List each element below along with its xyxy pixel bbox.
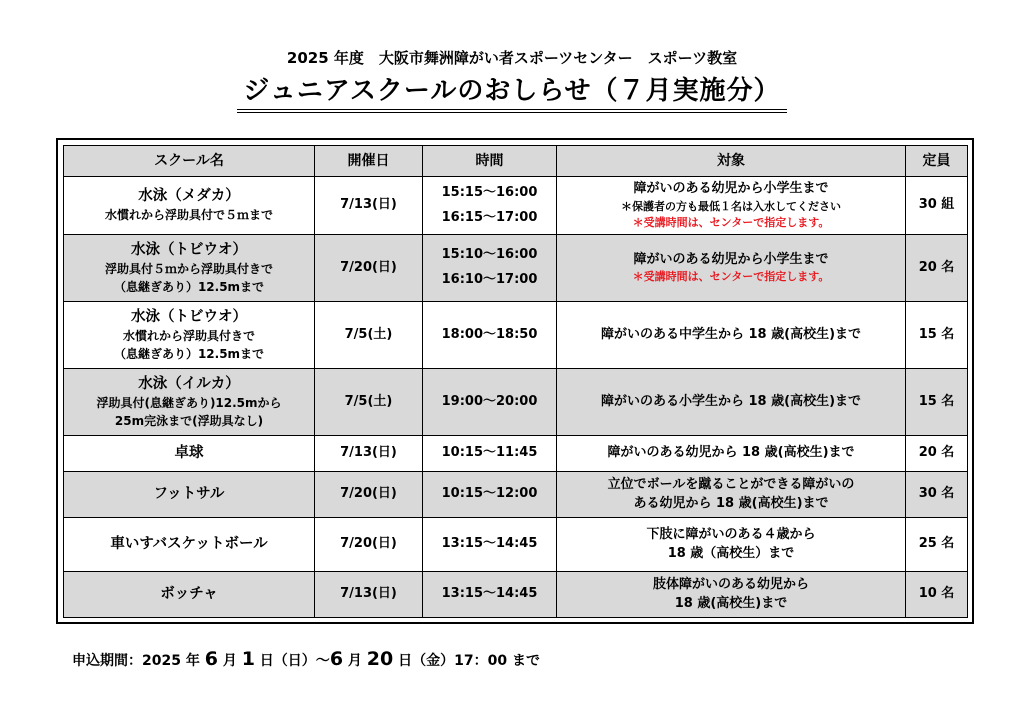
period-start-day: 1 <box>241 648 255 670</box>
table-row <box>64 235 968 302</box>
cell-target <box>557 436 906 472</box>
school-name: ボッチャ <box>160 585 218 602</box>
period-end-rest: 日（金）17：00 まで <box>393 653 540 669</box>
target-text: 立位でボールを蹴ることができる障がいの <box>607 476 855 492</box>
school-name: 水泳（イルカ） <box>138 376 240 393</box>
cell-date: 7/20(日) <box>315 518 423 572</box>
table-row <box>64 177 968 235</box>
schedule-table <box>63 145 968 618</box>
school-name: 水泳（トビウオ） <box>131 242 247 259</box>
school-name: 車いすバスケットボール <box>110 535 268 552</box>
time-slot: 16:15～17:00 <box>441 209 538 225</box>
page-title: ジュニアスクールのおしらせ（７月実施分） <box>237 70 786 113</box>
school-description: 水慣れから浮助具付きで <box>122 329 255 344</box>
target-text: ある幼児から 18 歳(高校生)まで <box>633 495 829 511</box>
cell-time <box>423 518 557 572</box>
target-text: 障がいのある幼児から小学生まで <box>633 181 829 197</box>
cell-target <box>557 518 906 572</box>
cell-time <box>423 235 557 302</box>
cell-target <box>557 235 906 302</box>
target-text: 障がいのある小学生から 18 歳(高校生)まで <box>600 393 862 409</box>
cell-time <box>423 369 557 436</box>
school-description: （息継ぎあり）12.5mまで <box>113 346 265 361</box>
school-name: 水泳（メダカ） <box>138 188 240 205</box>
target-text: 18 歳（高校生）まで <box>667 545 795 561</box>
schedule-table-frame <box>56 138 974 624</box>
table-row <box>64 572 968 618</box>
time-slot: 18:00～18:50 <box>441 326 538 342</box>
target-text: 肢体障がいのある幼児から <box>652 576 809 592</box>
cell-date: 7/13(日) <box>315 436 423 472</box>
cell-capacity: 15 名 <box>906 302 968 369</box>
column-header-time: 時間 <box>423 146 557 177</box>
cell-time <box>423 436 557 472</box>
cell-date: 7/20(日) <box>315 235 423 302</box>
cell-target <box>557 177 906 235</box>
cell-capacity: 30 組 <box>906 177 968 235</box>
cell-school-name <box>64 436 315 472</box>
target-text: 下肢に障がいのある４歳から <box>646 526 816 542</box>
period-label: 申込期間：2025 年 <box>72 653 200 669</box>
school-description: （息継ぎあり）12.5mまで <box>113 279 265 294</box>
time-slot: 16:10～17:00 <box>441 272 538 287</box>
target-text: 障がいのある中学生から 18 歳(高校生)まで <box>600 326 862 342</box>
period-end-day: 20 <box>366 648 394 670</box>
cell-capacity: 25 名 <box>906 518 968 572</box>
school-description: 浮助具付５ｍから浮助具付きで <box>104 262 273 277</box>
application-period <box>72 648 540 670</box>
time-slot: 10:15～12:00 <box>441 486 538 502</box>
target-red-note: ＊受講時間は、センターで指定します。 <box>632 215 830 229</box>
cell-target <box>557 572 906 618</box>
school-name: 水泳（トビウオ） <box>131 309 247 326</box>
school-name: 卓球 <box>174 444 204 461</box>
cell-target <box>557 369 906 436</box>
time-slot: 13:15～14:45 <box>441 536 538 552</box>
column-header-school: スクール名 <box>64 146 315 177</box>
cell-school-name <box>64 369 315 436</box>
cell-target <box>557 302 906 369</box>
cell-time <box>423 472 557 518</box>
time-slot: 13:15～14:45 <box>441 586 538 602</box>
cell-date: 7/5(土) <box>315 369 423 436</box>
header-subtitle: 2025 年度 大阪市舞洲障がい者スポーツセンター スポーツ教室 <box>286 49 738 67</box>
cell-target <box>557 472 906 518</box>
table-header-row <box>64 146 968 177</box>
cell-time <box>423 572 557 618</box>
cell-capacity: 15 名 <box>906 369 968 436</box>
cell-capacity: 20 名 <box>906 235 968 302</box>
cell-school-name <box>64 472 315 518</box>
column-header-capacity: 定員 <box>906 146 968 177</box>
cell-school-name <box>64 518 315 572</box>
cell-school-name <box>64 177 315 235</box>
school-name: フットサル <box>153 485 225 502</box>
period-month-unit: 月 <box>217 653 242 669</box>
period-month-unit-2: 月 <box>343 653 367 669</box>
school-description: 25m完泳まで(浮助具なし) <box>114 413 264 428</box>
time-slot: 15:10～16:00 <box>441 247 538 263</box>
column-header-target: 対象 <box>557 146 906 177</box>
cell-time <box>423 302 557 369</box>
cell-capacity: 30 名 <box>906 472 968 518</box>
time-slot: 15:15～16:00 <box>441 184 538 200</box>
target-text: 18 歳(高校生)まで <box>674 595 788 611</box>
school-description: 水慣れから浮助具付で５ｍまで <box>104 208 273 223</box>
table-row <box>64 472 968 518</box>
table-row <box>64 369 968 436</box>
table-row <box>64 436 968 472</box>
column-header-date: 開催日 <box>315 146 423 177</box>
cell-date: 7/5(土) <box>315 302 423 369</box>
cell-date: 7/20(日) <box>315 472 423 518</box>
cell-time <box>423 177 557 235</box>
cell-date: 7/13(日) <box>315 177 423 235</box>
cell-school-name <box>64 235 315 302</box>
period-end-month: 6 <box>329 648 344 670</box>
target-note: ＊保護者の方も最低１名は入水してください <box>621 199 841 213</box>
target-red-note: ＊受講時間は、センターで指定します。 <box>632 270 830 284</box>
table-row <box>64 302 968 369</box>
cell-school-name <box>64 572 315 618</box>
time-slot: 10:15～11:45 <box>441 445 538 461</box>
time-slot: 19:00～20:00 <box>441 393 538 409</box>
cell-school-name <box>64 302 315 369</box>
period-start-rest: 日（日）～ <box>254 653 330 669</box>
target-text: 障がいのある幼児から小学生まで <box>633 251 829 267</box>
school-description: 浮助具付(息継ぎあり)12.5mから <box>96 396 282 411</box>
table-row <box>64 518 968 572</box>
cell-capacity: 10 名 <box>906 572 968 618</box>
period-start-month: 6 <box>204 648 218 670</box>
cell-capacity: 20 名 <box>906 436 968 472</box>
target-text: 障がいのある幼児から 18 歳(高校生)まで <box>607 445 855 461</box>
cell-date: 7/13(日) <box>315 572 423 618</box>
